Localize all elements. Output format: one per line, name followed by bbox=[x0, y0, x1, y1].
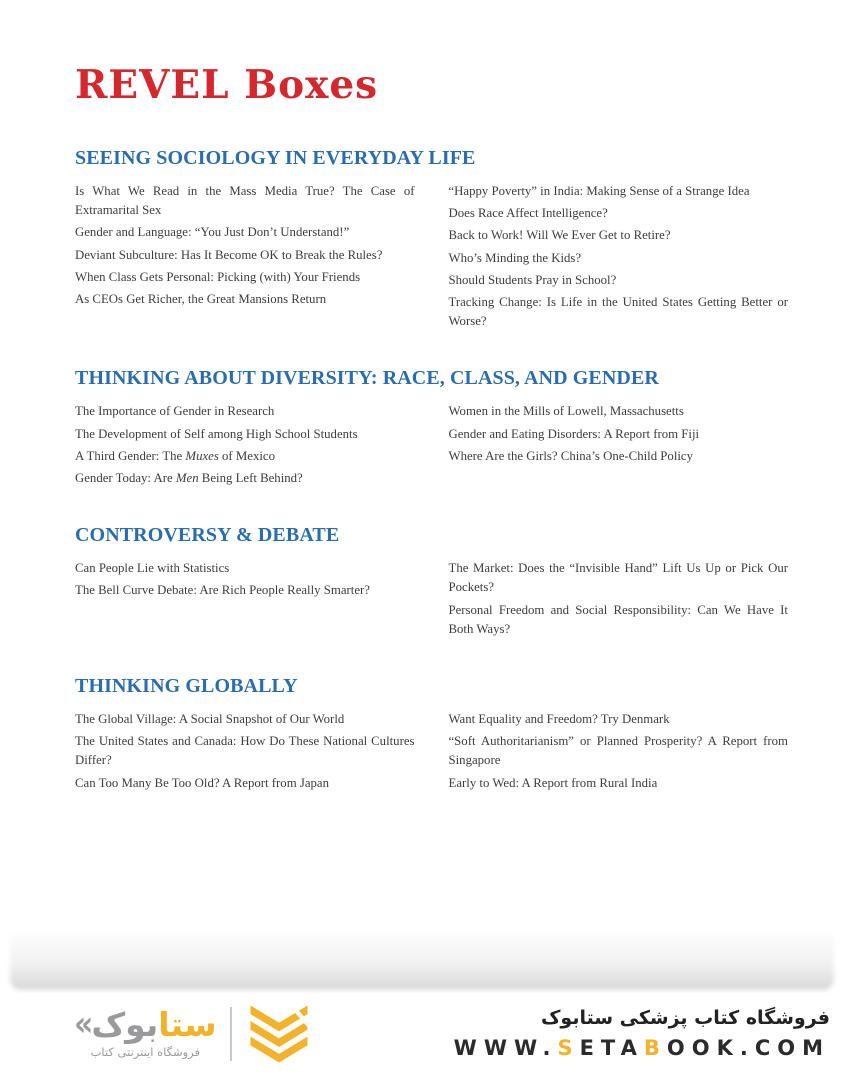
box-item: Where Are the Girls? China’s One-Child Policy bbox=[448, 448, 694, 463]
bookstore-footer bbox=[0, 993, 844, 1080]
box-item: Is What We Read in the Mass Media True? The Case of Extramarital Sex bbox=[75, 184, 415, 218]
box-item: The Global Village: A Social Snapshot of Our World bbox=[75, 712, 345, 727]
wordmark-yellow-part: ستا bbox=[158, 1004, 217, 1044]
right-column bbox=[449, 402, 789, 491]
box-item: As CEOs Get Richer, the Great Mansions Return bbox=[75, 292, 327, 307]
box-item: The Market: Does the “Invisible Hand” Lift Us Up or Pick Our Pockets? bbox=[448, 561, 788, 595]
box-item: Women in the Mills of Lowell, Massachusetts bbox=[448, 404, 684, 419]
box-item: A Third Gender: The Muxes of Mexico bbox=[75, 448, 275, 463]
section-seeing-sociology bbox=[75, 147, 788, 334]
box-item: “Soft Authoritarianism” or Planned Prosperity? A Report from Singapore bbox=[448, 734, 788, 768]
guillemet-icon: « bbox=[74, 1004, 94, 1045]
box-item: Who’s Minding the Kids? bbox=[448, 250, 582, 265]
box-item: When Class Gets Personal: Picking (with) Your Friends bbox=[75, 269, 361, 284]
url-accent-letter: S bbox=[557, 1036, 580, 1060]
setabook-chevron-emblem-icon bbox=[245, 1002, 313, 1066]
box-item: Tracking Change: Is Life in the United States Getting Better or Worse? bbox=[448, 295, 788, 329]
site-url-link[interactable] bbox=[454, 1036, 830, 1060]
box-item: Back to Work! Will We Ever Get to Retire? bbox=[448, 228, 671, 243]
box-item: Should Students Pray in School? bbox=[448, 272, 617, 287]
box-item: Deviant Subculture: Has It Become OK to Break the Rules? bbox=[75, 247, 383, 262]
page-bottom-shadow bbox=[10, 933, 834, 990]
section-columns bbox=[75, 402, 788, 491]
box-item: Want Equality and Freedom? Try Denmark bbox=[448, 712, 670, 727]
setabook-wordmark-block bbox=[74, 1004, 217, 1060]
right-column bbox=[449, 559, 789, 642]
section-columns bbox=[75, 710, 788, 796]
url-accent-letter: B bbox=[643, 1036, 667, 1060]
footer-text-block bbox=[454, 1007, 830, 1060]
box-item: The Bell Curve Debate: Are Rich People Really Smarter? bbox=[75, 583, 370, 598]
section-thinking-globally bbox=[75, 675, 788, 796]
box-item: Gender and Eating Disorders: A Report from Fiji bbox=[448, 426, 700, 441]
left-column bbox=[75, 402, 415, 491]
url-letter-group: OOK.COM bbox=[666, 1036, 830, 1060]
section-columns bbox=[75, 182, 788, 334]
setabook-wordmark bbox=[91, 1004, 217, 1044]
box-item: Early to Wed: A Report from Rural India bbox=[448, 775, 658, 790]
url-letter-group: ETA bbox=[579, 1036, 644, 1060]
wordmark-gray-part: بوک bbox=[91, 1004, 159, 1044]
logo-divider bbox=[230, 1007, 232, 1061]
box-item: The Development of Self among High School Students bbox=[75, 426, 358, 441]
box-item: The Importance of Gender in Research bbox=[75, 404, 275, 419]
section-heading-thinking-diversity: THINKING ABOUT DIVERSITY: RACE, CLASS, AND GENDER bbox=[75, 367, 659, 390]
box-item: Can People Lie with Statistics bbox=[75, 561, 230, 576]
section-thinking-diversity bbox=[75, 367, 788, 491]
section-heading-seeing-sociology: SEEING SOCIOLOGY IN EVERYDAY LIFE bbox=[75, 147, 476, 169]
box-item: “Happy Poverty” in India: Making Sense of a Strange Idea bbox=[448, 184, 750, 198]
store-name-persian: فروشگاه کتاب پزشکی ستابوک bbox=[540, 1007, 830, 1029]
section-columns bbox=[75, 559, 788, 642]
setabook-logo[interactable] bbox=[74, 1002, 313, 1066]
box-item: Does Race Affect Intelligence? bbox=[448, 206, 608, 221]
section-heading-thinking-globally: THINKING GLOBALLY bbox=[75, 675, 298, 698]
box-item: Gender and Language: “You Just Don’t Understand!” bbox=[75, 225, 350, 240]
box-item: Can Too Many Be Too Old? A Report from Japan bbox=[75, 775, 329, 790]
url-letter-group: WWW. bbox=[453, 1036, 558, 1060]
left-column bbox=[75, 559, 415, 642]
right-column bbox=[449, 182, 789, 334]
box-item: The United States and Canada: How Do These National Cultures Differ? bbox=[75, 734, 415, 768]
section-controversy-debate bbox=[75, 524, 788, 642]
left-column bbox=[75, 182, 415, 334]
right-column bbox=[449, 710, 789, 796]
logo-tagline: فروشگاه اینترنتی کتاب bbox=[90, 1045, 201, 1060]
left-column bbox=[75, 710, 415, 796]
box-item: Gender Today: Are Men Being Left Behind? bbox=[75, 471, 303, 486]
box-item: Personal Freedom and Social Responsibility: Can We Have It Both Ways? bbox=[448, 602, 788, 636]
page-title: REVEL Boxes bbox=[75, 62, 379, 108]
section-heading-controversy-debate: CONTROVERSY & DEBATE bbox=[75, 524, 340, 547]
